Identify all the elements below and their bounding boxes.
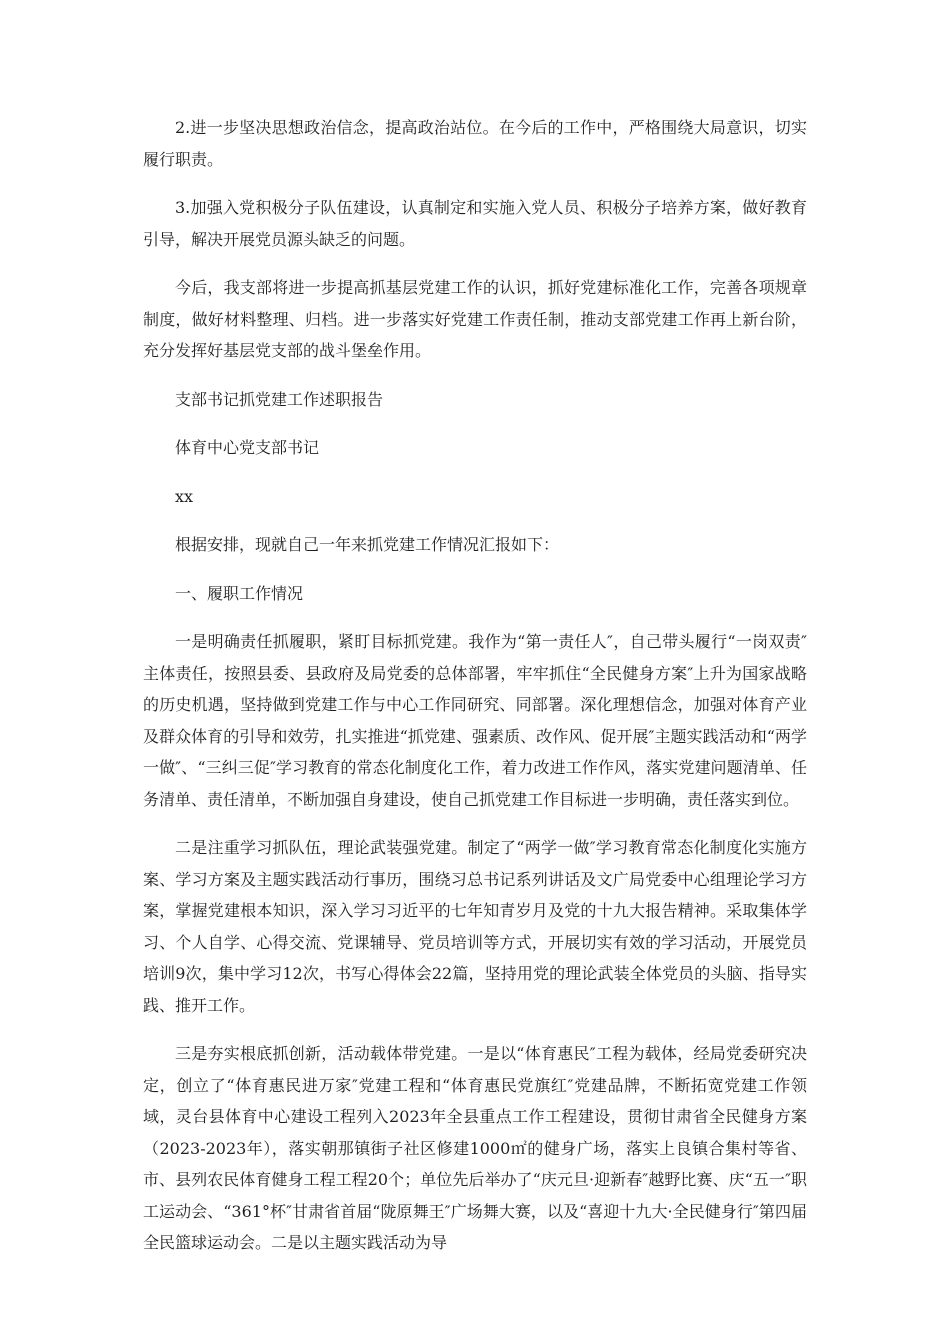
paragraph-point-1: 一是明确责任抓履职，紧盯目标抓党建。我作为“第一责任人″，自己带头履行“一岗双责″主体责任，按照县委、县政府及局党委的总体部署，牢牢抓住“全民健身方案″上升为国家战略的历史机遇，坚持做到党建工作与中心工作同研究、同部署。深化理想信念，加强对体育产业及群众体育的引导和效劳，扎实推进“抓党建、强素质、改作风、促开展″主题实践活动和“两学一做″、“三纠三促″学习教育的常态化制度化工作，着力改进工作作风，落实党建问题清单、任务清单、责任清单，不断加强自身建设，使自己抓党建工作目标进一步明确，责任落实到位。 xyxy=(143,632,807,809)
paragraph-item-2: 2.进一步坚决思想政治信念，提高政治站位。在今后的工作中，严格围绕大局意识，切实履行职责。 xyxy=(143,118,807,169)
report-author-position: 体育中心党支部书记 xyxy=(175,438,320,457)
report-author-name: xx xyxy=(175,486,194,506)
report-title: 支部书记抓党建工作述职报告 xyxy=(175,389,384,409)
paragraph-point-2: 二是注重学习抓队伍，理论武装强党建。制定了“两学一做″学习教育常态化制度化实施方案、学习方案及主题实践活动行事历，围绕习总书记系列讲话及文广局党委中心组理论学习方案，掌握党建根本知识，深入学习习近平的七年知青岁月及党的十九大报告精神。采取集体学习、个人自学、心得交流、党课辅导、党员培训等方式，开展切实有效的学习活动，开展党员培训9次，集中学习12次，书写心得体会22篇，坚持用党的理论武装全体党员的头脑、指导实践、推开工作。 xyxy=(143,838,807,1015)
report-intro: 根据安排，现就自己一年来抓党建工作情况汇报如下： xyxy=(175,535,560,554)
paragraph-conclusion: 今后，我支部将进一步提高抓基层党建工作的认识，抓好党建标准化工作，完善各项规章制度，做好材料整理、归档。进一步落实好党建工作责任制，推动支部党建工作再上新台阶，充分发挥好基层党支部的战斗堡垒作用。 xyxy=(143,278,807,360)
document-body xyxy=(143,112,807,1259)
paragraph-point-3: 三是夯实根底抓创新，活动载体带党建。一是以“体育惠民″工程为载体，经局党委研究决定，创立了“体育惠民进万家″党建工程和“体育惠民党旗红″党建品牌，不断拓宽党建工作领域，灵台县体育中心建设工程列入2023年全县重点工作工程建设，贯彻甘肃省全民健身方案（2023-2023年），落实朝那镇街子社区修建1000㎡的健身广场，落实上良镇合集村等省、市、县列农民体育健身工程工程20个；单位先后举办了“庆元旦·迎新春″越野比赛、庆“五一″职工运动会、“361°杯″甘肃省首届“陇原舞王″广场舞大赛，以及“喜迎十九大·全民健身行″第四届全民篮球运动会。二是以主题实践活动为导 xyxy=(143,1044,807,1252)
section-heading: 一、履职工作情况 xyxy=(175,583,304,603)
paragraph-item-3: 3.加强入党积极分子队伍建设，认真制定和实施入党人员、积极分子培养方案，做好教育引导，解决开展党员源头缺乏的问题。 xyxy=(143,198,807,249)
